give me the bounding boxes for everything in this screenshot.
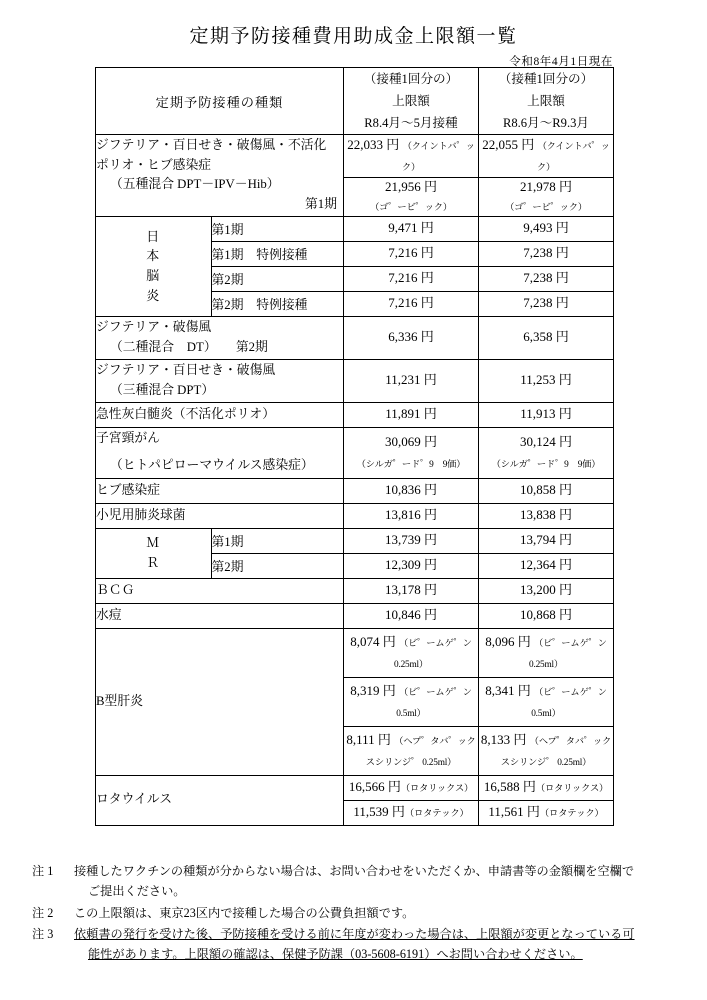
price-subcell: 7,216 円 — [388, 295, 434, 311]
price-cell-period-2: 13,838 円 — [479, 503, 614, 528]
vaccine-name-line: ジフテリア・百日せき・破傷風・不活化 — [96, 137, 327, 152]
price-split-table — [344, 776, 478, 825]
table-row — [96, 427, 614, 478]
vaccine-name-line: ポリオ・ヒブ感染症 — [96, 157, 212, 172]
price-subcell — [344, 135, 478, 177]
vaccine-name-cell: 水痘 — [96, 603, 344, 628]
price-cell-period-1: 11,891 円 — [344, 402, 479, 427]
footnote-marker: 注 1 — [32, 864, 54, 878]
dose-stage-label: 第2期 — [211, 560, 244, 575]
vaccine-name-cell — [96, 135, 344, 217]
effective-date-note: 令和8年4月1日現在 — [509, 55, 613, 68]
vaccine-dose-stage: 第1期 — [305, 197, 337, 212]
dose-stage-label: 第1期 — [211, 529, 344, 554]
price-subcell — [479, 800, 613, 825]
price-amount: 8,074 円 — [350, 633, 396, 649]
price-cell-period-2: 13,200 円 — [479, 578, 614, 603]
footnote-text — [74, 904, 682, 924]
footnote-text — [74, 925, 682, 965]
price-product-name: （ゴ゜ービ゜ック） — [505, 202, 587, 213]
price-subcell: 7,238 円 — [523, 295, 569, 311]
vaccine-name-cell: ヒブ感染症 — [96, 478, 344, 503]
price-subcell — [344, 677, 478, 726]
footnote-line: 接種したワクチンの種類が分からない場合は、お問い合わせをいただくか、申請書等の金額欄を空欄で — [74, 864, 635, 878]
price-cell-period-1 — [344, 628, 479, 775]
price-cell-period-2 — [479, 135, 614, 217]
price-cell-period-1: 10,836 円 — [344, 478, 479, 503]
price-subcell: 7,238 円 — [479, 241, 613, 266]
group-label-char: 本 — [146, 248, 161, 264]
table-row — [96, 503, 614, 528]
price-split-table — [479, 217, 613, 316]
table-row — [96, 478, 614, 503]
table-header-row — [96, 68, 614, 135]
price-product-name: （ロタテック） — [539, 809, 604, 820]
price-subcell — [479, 177, 613, 216]
price-split-table — [479, 135, 613, 216]
price-amount: 30,069 円 — [384, 434, 437, 450]
price-subcell: 7,238 円 — [479, 266, 613, 291]
price-subcell: 7,216 円 — [344, 266, 478, 291]
price-subcell: 13,794 円 — [479, 529, 613, 554]
price-subcell — [479, 629, 613, 678]
price-cell-period-2 — [479, 528, 614, 578]
dose-stage-label: 第2期 — [211, 266, 344, 291]
footnote-line: 依頼書の発行を受けた後、予防接種を受ける前に年度が変わった場合は、上限額が変更となっている可 — [74, 927, 635, 942]
vaccine-name-line: 子宮頸がん — [96, 431, 160, 446]
group-label-char: 脳 — [146, 268, 161, 284]
price-amount: 11,539 円 — [353, 804, 405, 820]
group-label-char: Ｒ — [146, 555, 161, 571]
footnote-line: この上限額は、東京23区内で接種した場合の公費負担額です。 — [74, 905, 415, 920]
price-subcell — [479, 726, 613, 775]
price-product-name: （ビ゜ームゲ゜ン 0.25ml） — [529, 638, 607, 670]
footnote-marker: 注 2 — [32, 905, 54, 920]
price-amount: 21,956 円 — [384, 178, 437, 194]
table-row — [96, 316, 614, 359]
price-subcell — [479, 135, 613, 177]
price-amount: 8,133 円 — [480, 731, 527, 747]
price-subcell — [479, 677, 613, 726]
footnote-1 — [32, 862, 682, 902]
price-split-table — [479, 776, 613, 825]
price-subcell — [479, 776, 613, 801]
price-subcell — [344, 726, 478, 775]
price-amount: 8,096 円 — [485, 633, 531, 649]
price-cell-period-1: 6,336 円 — [344, 316, 479, 359]
price-amount: 11,561 円 — [488, 804, 540, 820]
header-line: R8.6月～R9.3月 — [502, 116, 590, 131]
header-line: 上限額 — [527, 94, 565, 109]
price-cell-period-1: 13,178 円 — [344, 578, 479, 603]
header-line: （接種1回分の） — [363, 72, 459, 86]
price-split-table — [344, 135, 478, 216]
price-product-name: （ビ゜ームゲ゜ン 0.25ml） — [394, 638, 472, 670]
price-product-name: （ヘプ゜タバ゜ックスシリンジ゜ 0.25ml） — [365, 736, 476, 768]
dose-stage-label: 第1期 特例接種 — [211, 241, 344, 266]
group-label-mr — [96, 529, 211, 578]
footnote-line: 能性があります。上限額の確認は、保健予防課（03-5608-6191）へお問い合わせください。 — [88, 947, 583, 962]
price-subcell — [344, 800, 478, 825]
price-split-table — [344, 217, 478, 316]
price-cell-period-1 — [344, 775, 479, 825]
price-subcell — [344, 776, 478, 801]
price-product-name: （ビ゜ームゲ゜ン 0.5ml） — [531, 687, 607, 719]
price-amount: 16,566 円 — [348, 779, 401, 795]
price-amount: 8,111 円 — [346, 731, 391, 747]
price-product-name: （シルガ゜ード゜9 9価） — [491, 460, 601, 471]
price-cell-period-1 — [344, 427, 479, 478]
price-cell-period-2 — [479, 628, 614, 775]
price-subcell: 13,739 円 — [344, 529, 478, 554]
price-subcell: 9,471 円 — [344, 217, 478, 242]
price-cell-period-1 — [344, 135, 479, 217]
price-amount: 8,341 円 — [485, 682, 531, 698]
price-split-table — [344, 529, 478, 578]
table-row — [96, 402, 614, 427]
price-subcell — [344, 629, 478, 678]
price-cell-period-1: 13,816 円 — [344, 503, 479, 528]
footnote-marker: 注 3 — [32, 927, 54, 942]
vaccine-name-cell: B型肝炎 — [96, 628, 344, 775]
vaccine-name-cell — [96, 359, 344, 402]
group-label-char: 炎 — [146, 287, 161, 303]
price-product-name: （ヘプ゜タバ゜ックスシリンジ゜ 0.25ml） — [500, 736, 612, 768]
vaccine-name-cell: ロタウイルス — [96, 775, 344, 825]
price-subcell: 12,309 円 — [384, 557, 437, 573]
header-cell-vaccine-type: 定期予防接種の種類 — [96, 68, 344, 135]
price-subcell: 7,216 円 — [344, 241, 478, 266]
price-subcell: 12,364 円 — [519, 557, 572, 573]
group-label-japanese-encephalitis — [96, 217, 211, 316]
table-row — [96, 135, 614, 217]
vaccine-name-line: （三種混合 DPT） — [110, 382, 215, 397]
footnote-2 — [32, 904, 682, 924]
price-subcell — [344, 177, 478, 216]
table-row — [96, 578, 614, 603]
price-amount: 16,588 円 — [483, 779, 536, 795]
price-cell-period-2: 11,253 円 — [479, 359, 614, 402]
price-cell-period-1 — [344, 216, 479, 316]
price-amount: 22,055 円 — [482, 137, 535, 153]
price-subcell: 9,493 円 — [479, 217, 613, 242]
header-line: 上限額 — [392, 94, 430, 109]
price-cell-period-2: 10,868 円 — [479, 603, 614, 628]
vaccine-name-line: ジフテリア・百日せき・破傷風 — [96, 362, 276, 377]
price-amount: 21,978 円 — [519, 178, 572, 194]
price-amount: 22,033 円 — [347, 137, 400, 153]
price-amount: 8,319 円 — [350, 682, 396, 698]
vaccine-name-cell — [96, 427, 344, 478]
price-cell-period-2 — [479, 216, 614, 316]
vaccine-name-line: （五種混合 DPT－IPV－Hib） — [110, 177, 280, 192]
table-row — [96, 775, 614, 825]
footnote-3 — [32, 925, 682, 965]
price-product-name: （ロタテック） — [404, 809, 469, 820]
price-cell-period-2: 6,358 円 — [479, 316, 614, 359]
header-line: （接種1回分の） — [498, 72, 594, 86]
price-product-name: （ロタリックス） — [535, 784, 609, 795]
price-split-table — [479, 629, 613, 775]
group-label-char: 日 — [146, 228, 161, 244]
group-split-table — [96, 529, 344, 578]
dose-stage-label: 第2期 特例接種 — [211, 298, 308, 313]
header-line: R8.4月～5月接種 — [364, 116, 458, 131]
vaccine-name-line: ジフテリア・破傷風 — [96, 319, 212, 334]
price-product-name: （ビ゜ームゲ゜ン 0.5ml） — [396, 687, 472, 719]
price-cell-period-2 — [479, 775, 614, 825]
price-cell-period-1 — [344, 528, 479, 578]
vaccine-name-cell: 小児用肺炎球菌 — [96, 503, 344, 528]
price-product-name: （ロタリックス） — [400, 784, 474, 795]
page-title: 定期予防接種費用助成金上限額一覧 — [189, 25, 518, 47]
footnote-line: ご提出ください。 — [88, 883, 186, 898]
price-cell-period-2: 10,858 円 — [479, 478, 614, 503]
vaccination-subsidy-table-wrapper — [95, 67, 613, 826]
table-row — [96, 603, 614, 628]
vaccine-name-cell-mr — [96, 528, 344, 578]
header-cell-price-period-2 — [479, 68, 614, 135]
table-row — [96, 216, 614, 316]
vaccine-name-line: （二種混合 DT） 第2期 — [110, 339, 268, 354]
table-row — [96, 359, 614, 402]
vaccination-subsidy-table — [95, 67, 614, 826]
price-product-name: （シルガ゜ード゜9 9価） — [356, 460, 466, 471]
price-cell-period-2 — [479, 427, 614, 478]
price-amount: 30,124 円 — [519, 434, 572, 450]
vaccine-name-cell: 急性灰白髄炎（不活化ポリオ） — [96, 402, 344, 427]
group-split-table — [96, 217, 344, 316]
vaccine-name-cell: ＢＣＧ — [96, 578, 344, 603]
vaccine-name-cell-japanese-encephalitis — [96, 216, 344, 316]
table-row — [96, 628, 614, 775]
price-product-name: （クイントバ゜ック） — [536, 142, 610, 173]
dose-stage-label: 第1期 — [211, 217, 344, 242]
price-cell-period-2: 11,913 円 — [479, 402, 614, 427]
footnotes — [32, 862, 682, 967]
price-cell-period-1: 11,231 円 — [344, 359, 479, 402]
price-product-name: （ゴ゜ービ゜ック） — [370, 202, 452, 213]
table-row — [96, 528, 614, 578]
vaccine-name-cell — [96, 316, 344, 359]
price-split-table — [344, 629, 478, 775]
price-cell-period-1: 10,846 円 — [344, 603, 479, 628]
footnote-text — [74, 862, 682, 902]
price-split-table — [479, 529, 613, 578]
price-product-name: （クイントバ゜ック） — [401, 142, 475, 173]
header-cell-price-period-1 — [344, 68, 479, 135]
vaccine-name-line: （ヒトパピローマウイルス感染症） — [110, 458, 314, 473]
group-label-char: Ｍ — [146, 535, 161, 551]
